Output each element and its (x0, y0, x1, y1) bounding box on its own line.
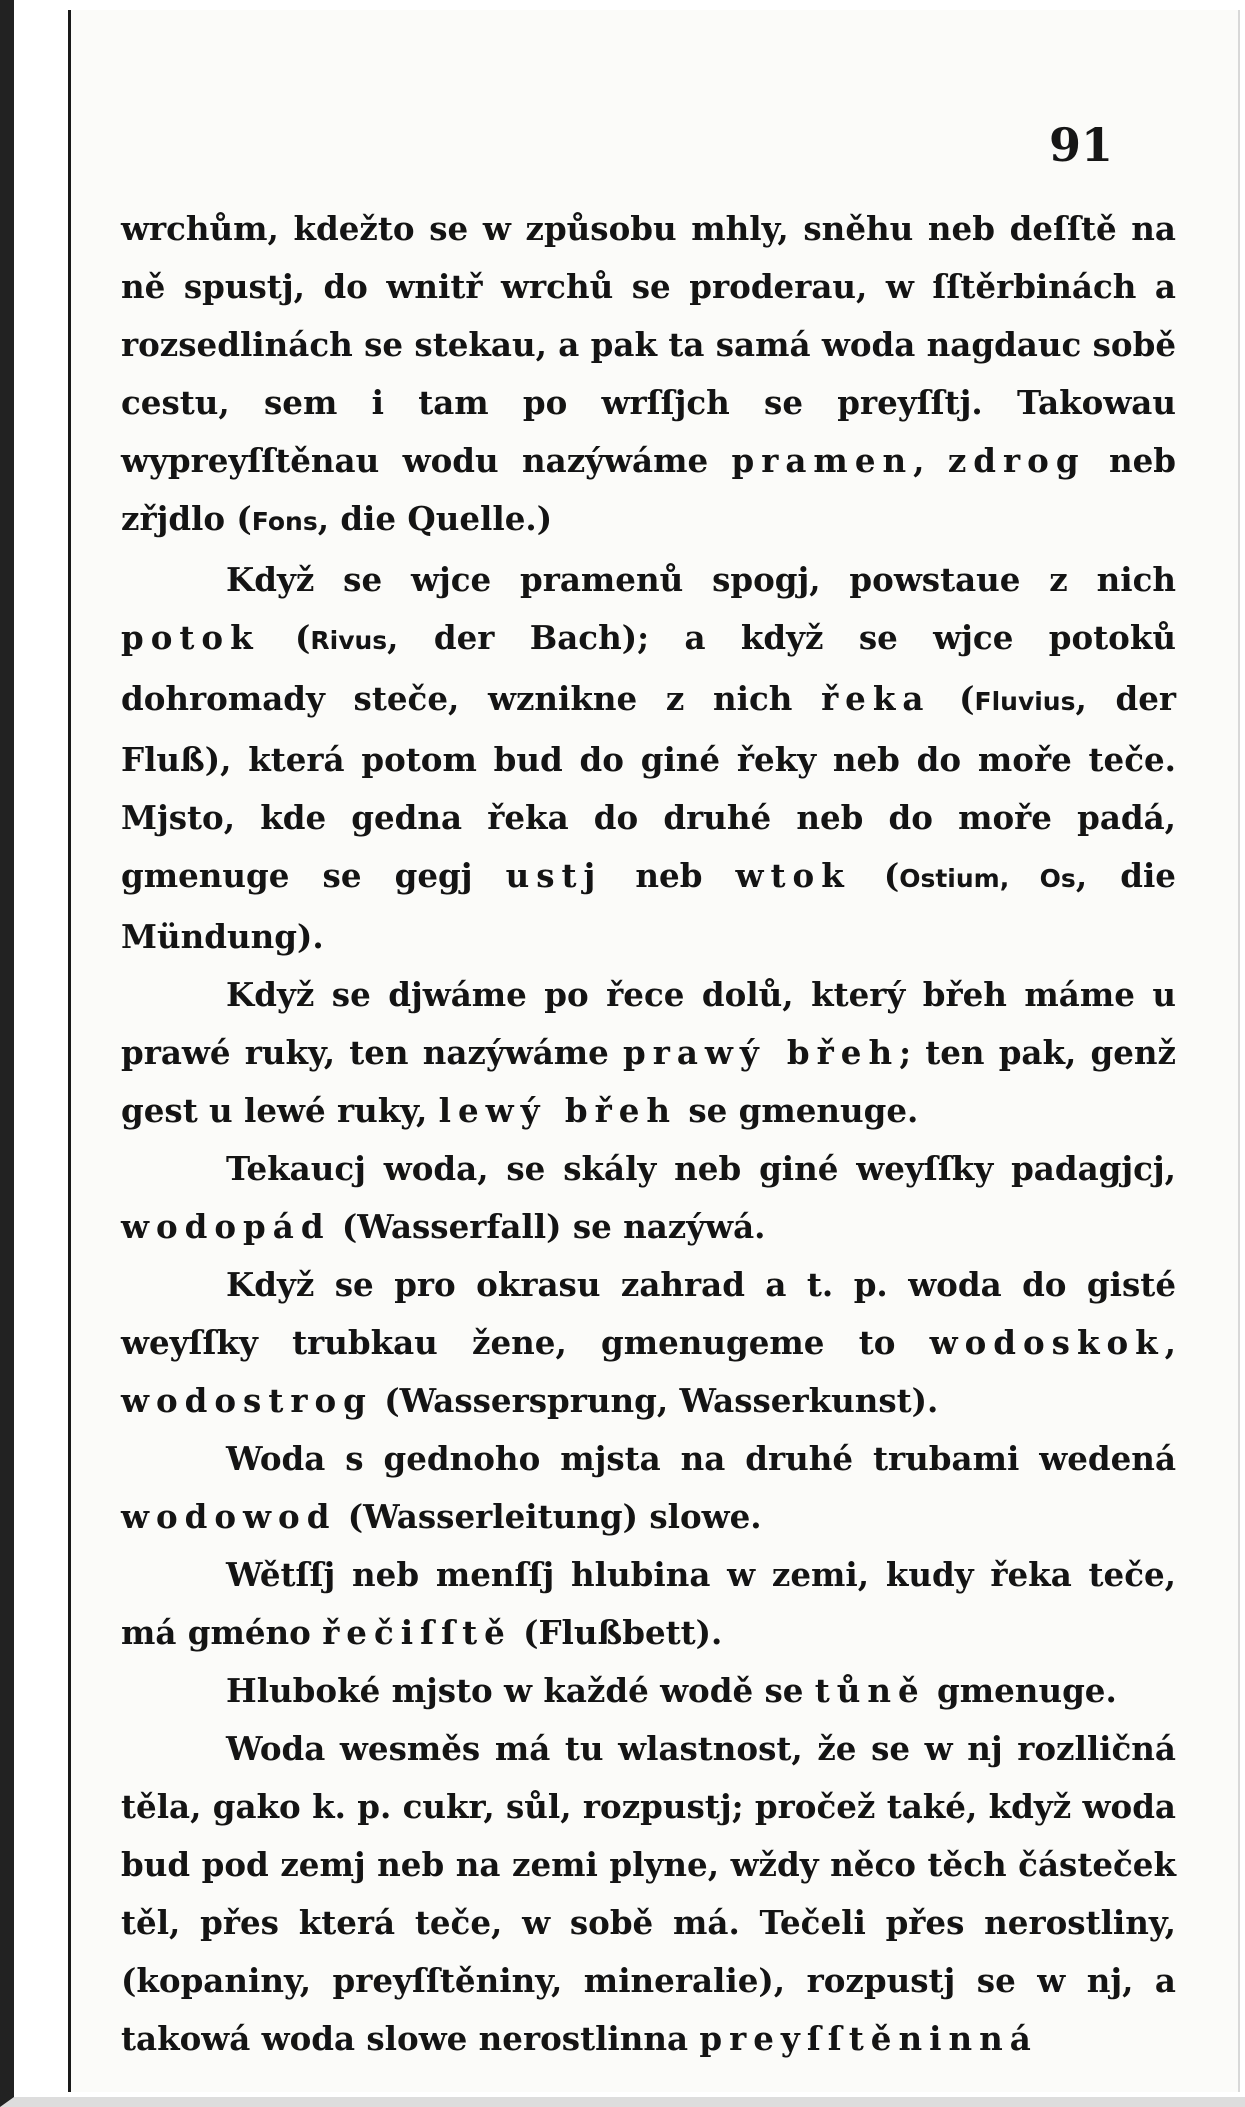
spaced-term: wodowod (121, 1497, 337, 1536)
text-run: (Wasserfall) se nazýwá. (330, 1207, 766, 1246)
page-number: 91 (1048, 118, 1113, 172)
text-run: ( (930, 679, 975, 718)
text-run: se gmenuge. (677, 1091, 919, 1130)
text-run: Když se pro okrasu zahrad a t. p. woda do gisté weyſſky trubkau žene, gmenugeme to (121, 1265, 1176, 1362)
text-run: (Wassersprung, Wasserkunst). (372, 1381, 939, 1420)
paragraph (121, 1140, 1176, 1256)
spaced-term: řeka (821, 679, 931, 718)
text-run: , (1164, 1323, 1176, 1362)
paragraph (121, 1662, 1176, 1720)
text-run: wrchům, kdežto se w způsobu mhly, sněhu neb deſſtě na ně spustj, do wnitř wrchů se proderau, w ſſtěrbinách a rozsedlinách se stekau, a pak ta samá woda nagdauc sobě cestu, sem i tam po wrſſjch se preyſſtj. Takowau wypreyſſtěnau wodu nazýwáme (121, 209, 1176, 480)
text-run: Woda wesměs má tu wlastnost, že se w nj rozlličná těla, gako k. p. cukr, sůl, rozpustj; pročež také, když woda bud pod zemj neb na zemi plyne, wždy něco těch částeček těl, přes která teče, w sobě má. Tečeli přes nerostliny, (kopaniny, preyſſtěniny, mineralie), rozpustj se w nj, a takowá woda slowe nerostlinna (121, 1729, 1176, 2058)
paragraph (121, 200, 1176, 551)
text-run: Když se wjce pramenů spogj, powstaue z nich (226, 560, 1176, 599)
text-run: neb zřjdlo ( (121, 441, 1176, 538)
text-run: Když se djwáme po řece dolů, který břeh máme u prawé ruky, ten nazýwáme (121, 975, 1176, 1072)
text-run: (Flußbett). (511, 1613, 723, 1652)
latin-term: Fluvius (974, 687, 1076, 716)
text-run: Tekaucj woda, se skály neb giné weyſſky padagjcj, (226, 1149, 1176, 1188)
paragraph (121, 1720, 1176, 2068)
paragraph (121, 551, 1176, 966)
text-run: , der Bach); a když se wjce potoků dohromady steče, wznikne z nich (121, 618, 1176, 718)
text-run: ( (850, 856, 900, 895)
spaced-term: wodoskok (929, 1323, 1165, 1362)
spaced-term: preyſſtěninná (699, 2019, 1038, 2058)
spaced-term: prawý břeh (623, 1033, 900, 1072)
latin-term: Ostium, Os (899, 864, 1076, 893)
spaced-term: ustj (505, 856, 603, 895)
spaced-term: wtok (735, 856, 851, 895)
text-run: , der Fluß), která potom bud do giné řeky neb do moře teče. Mjsto, kde gedna řeka do druhé neb do moře padá, gmenuge se gegj (121, 679, 1177, 895)
text-run: ( (259, 618, 311, 657)
text-run: , die Quelle.) (317, 499, 553, 538)
text-run: gmenuge. (925, 1671, 1117, 1710)
text-run: (Wasserleitung) slowe. (336, 1497, 762, 1536)
spaced-term: tůně (814, 1671, 926, 1710)
text-run: Woda s gednoho mjsta na druhé trubami wedená (226, 1439, 1176, 1478)
text-run: , die Mündung). (121, 856, 1176, 956)
text-run: , (913, 441, 948, 480)
latin-term: Fons (251, 507, 318, 536)
spaced-term: řečiſſtě (322, 1613, 512, 1652)
paragraph (121, 1430, 1176, 1546)
paragraph (121, 966, 1176, 1140)
paragraph (121, 1256, 1176, 1430)
text-run: Wětſſj neb menſſj hlubina w zemi, kudy řeka teče, má gméno (121, 1555, 1176, 1652)
spaced-term: wodostrog (121, 1381, 373, 1420)
spaced-term: wodopád (121, 1207, 331, 1246)
spaced-term: lewý břeh (438, 1091, 677, 1130)
latin-term: Rivus (310, 626, 388, 655)
spaced-term: zdrog (947, 441, 1086, 480)
text-run: Hluboké mjsto w každé wodě se (226, 1671, 815, 1710)
spaced-term: pramen (731, 441, 914, 480)
paragraph (121, 1546, 1176, 1662)
spaced-term: potok (121, 618, 260, 657)
text-run: ; ten pak, genž gest u lewé ruky, (121, 1033, 1176, 1130)
page-text (121, 200, 1176, 2068)
book-page (68, 10, 1240, 2092)
text-run: neb (602, 856, 736, 895)
